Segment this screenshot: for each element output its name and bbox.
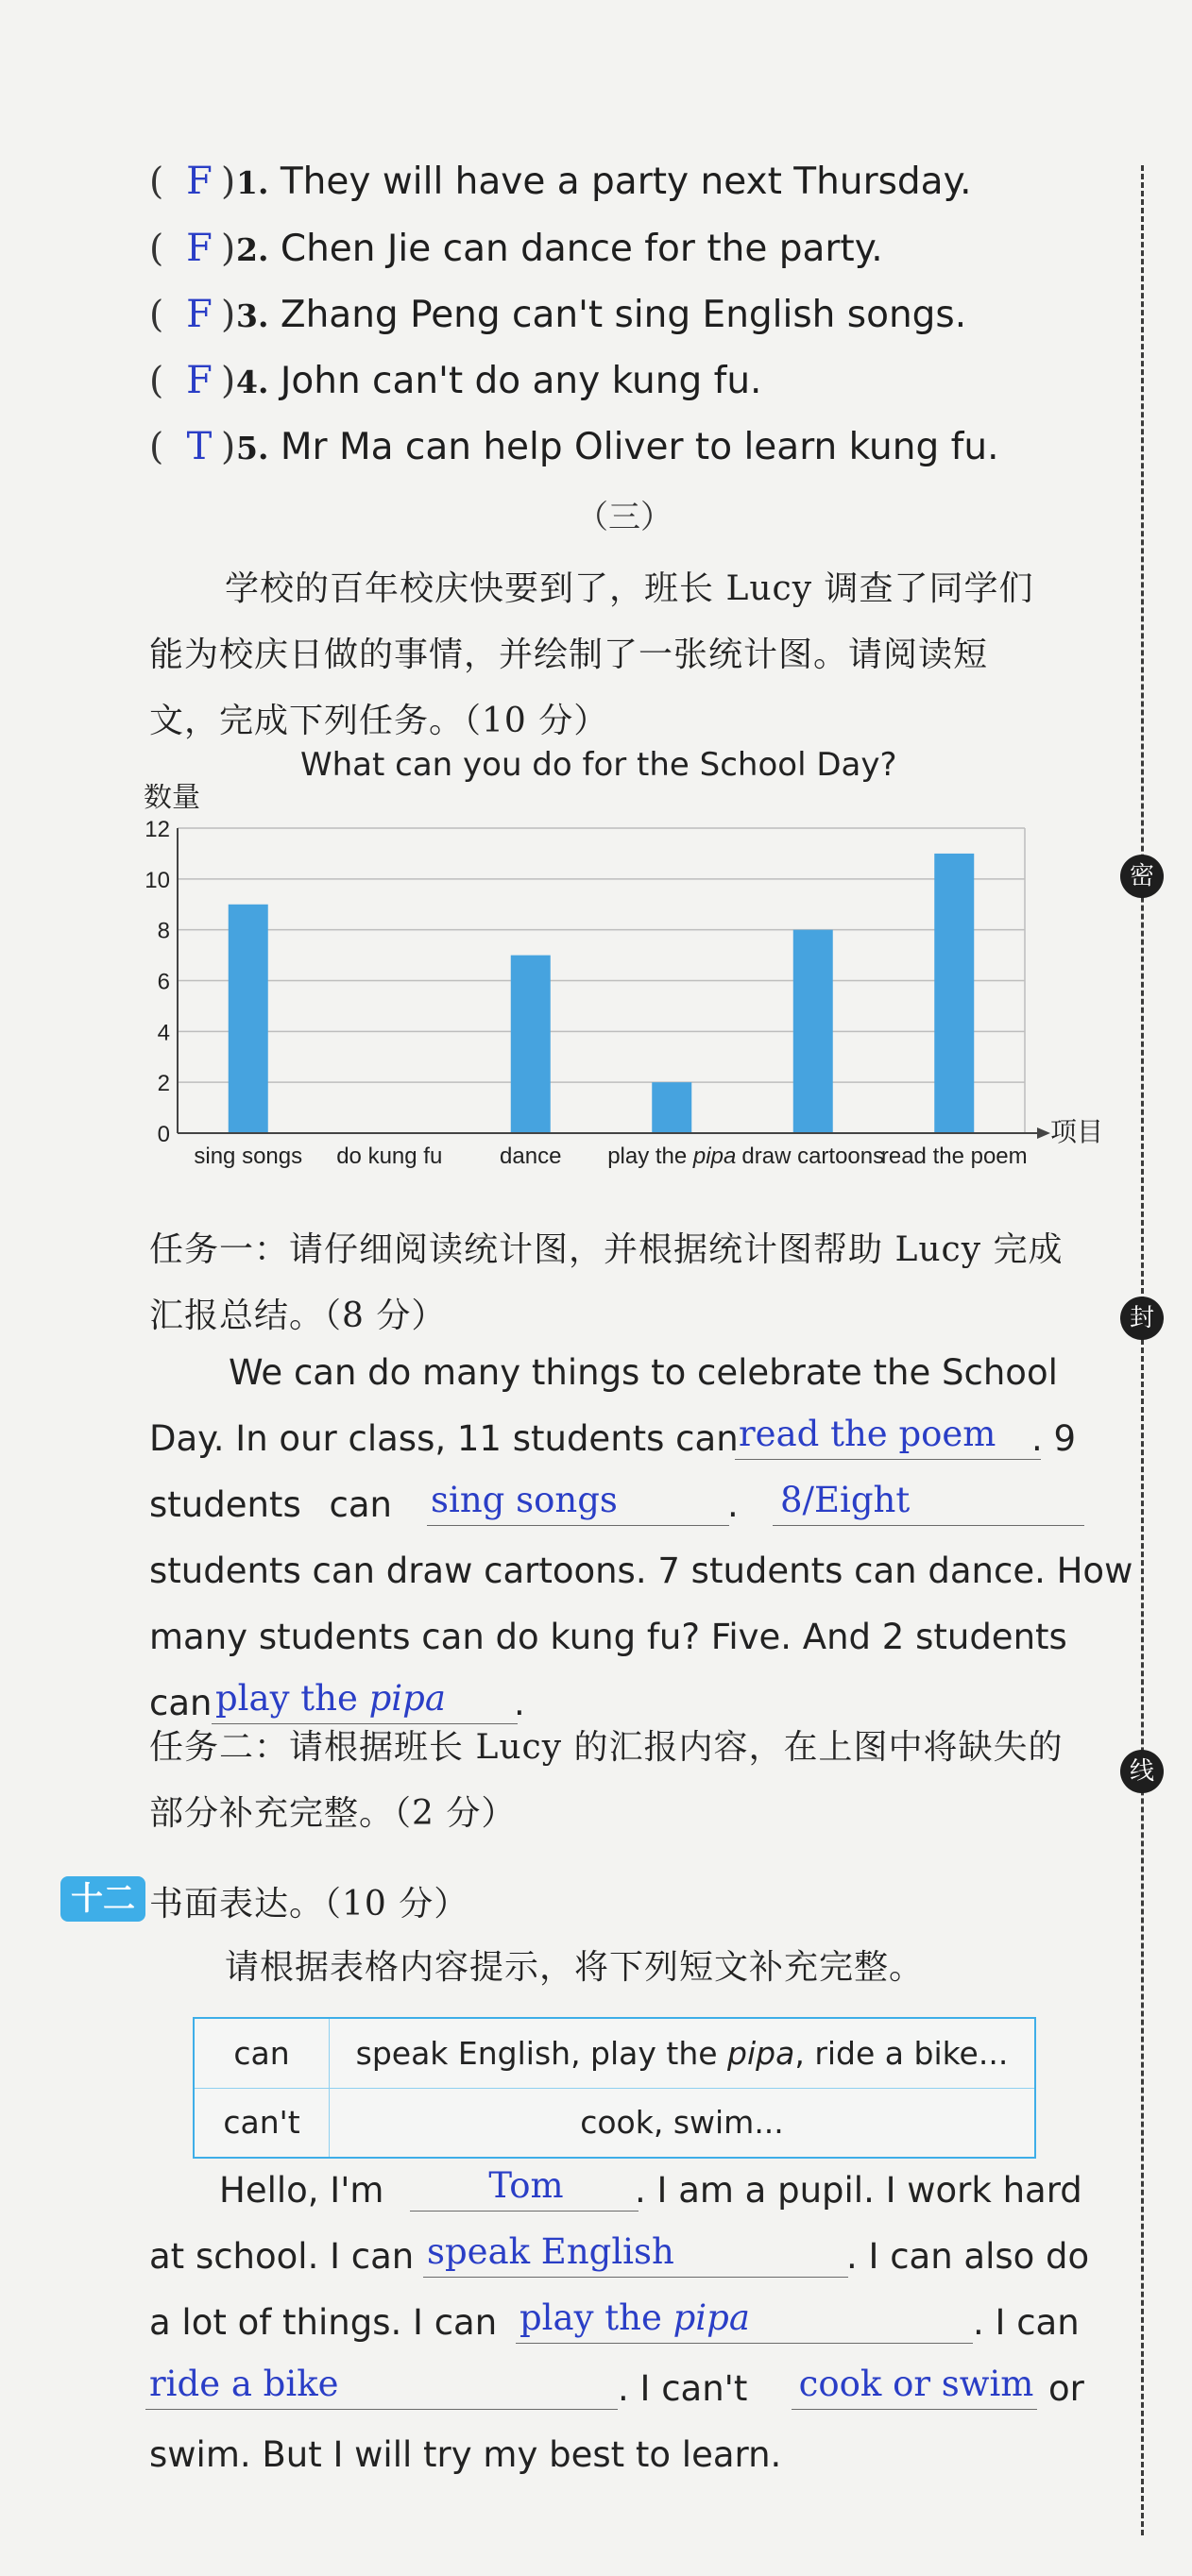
x-tick-label: sing songs <box>194 1144 303 1169</box>
bar-read-the-poem <box>934 854 974 1133</box>
section-3-intro-1: 学校的百年校庆快要到了，班长 Lucy 调查了同学们 <box>225 569 1034 608</box>
blank-1[interactable]: read the poem <box>735 1414 1041 1460</box>
chart-title: What can you do for the School Day? <box>300 746 897 784</box>
x-axis-label: 项目 <box>1050 1116 1104 1147</box>
tf-text-5: Mr Ma can help Oliver to learn kung fu. <box>280 426 999 468</box>
tf-text-4: John can't do any kung fu. <box>280 360 762 402</box>
task-1-line-2b: . 9 <box>1031 1418 1077 1459</box>
task-1-heading-1: 任务一：请仔细阅读统计图，并根据统计图帮助 Lucy 完成 <box>149 1230 1064 1269</box>
y-tick-label: 12 <box>145 817 170 842</box>
bar-dance <box>511 956 551 1133</box>
tf-item-3: ( F )3. Zhang Peng can't sing English songs. <box>149 286 966 343</box>
section-3-label: （三） <box>576 499 673 536</box>
tf-text-3: Zhang Peng can't sing English songs. <box>280 294 967 336</box>
tf-answer-4[interactable]: F <box>186 359 213 402</box>
y-axis-label: 数量 <box>144 784 200 814</box>
tf-item-4: ( F )4. John can't do any kung fu. <box>149 352 761 409</box>
section-12-badge: 十二 <box>60 1876 145 1922</box>
bar-play-the-pipa <box>652 1082 691 1133</box>
writing-line-4a: . I can't <box>618 2368 748 2409</box>
hint-table <box>193 2017 1036 2159</box>
cut-line <box>1141 165 1144 2535</box>
blank-3[interactable]: 8/Eight <box>773 1480 1084 1526</box>
writing-blank-4[interactable]: ride a bike <box>145 2364 618 2410</box>
y-tick-label: 8 <box>157 918 170 944</box>
bar-chart-svg <box>132 784 1115 1190</box>
tf-item-2: ( F )2. Chen Jie can dance for the party. <box>149 220 883 277</box>
writing-line-2a: at school. I can <box>149 2236 415 2277</box>
hint-value-cant: cook, swim... <box>330 2088 1036 2158</box>
hint-value-can: speak English, play the pipa, ride a bike... <box>330 2018 1036 2088</box>
tf-answer-5[interactable]: T <box>186 425 213 468</box>
x-tick-label: play the pipa <box>607 1144 737 1169</box>
bar-draw-cartoons <box>793 930 833 1133</box>
task-1-line-3a: students can <box>149 1484 392 1525</box>
bar-chart <box>132 784 1115 1194</box>
tf-answer-2[interactable]: F <box>186 227 213 270</box>
task-1-line-3b: . <box>727 1484 739 1525</box>
seal-mark-mi: 密 <box>1120 855 1164 898</box>
task-2-line-2: 部分补充完整。（2 分） <box>149 1794 517 1833</box>
writing-line-3a: a lot of things. I can <box>149 2302 498 2343</box>
y-tick-label: 6 <box>157 969 170 995</box>
tf-answer-3[interactable]: F <box>186 293 213 336</box>
task-1-line-2a: Day. In our class, 11 students can <box>149 1418 739 1459</box>
writing-blank-1[interactable]: Tom <box>410 2165 639 2212</box>
section-3-intro-2: 能为校庆日做的事情，并绘制了一张统计图。请阅读短 <box>149 636 989 674</box>
tf-text-1: They will have a party next Thursday. <box>280 161 972 203</box>
writing-line-2b: . I can also do <box>846 2236 1090 2277</box>
writing-line-1b: . I am a pupil. I work hard <box>635 2170 1082 2211</box>
blank-4[interactable]: play the pipa <box>212 1678 518 1724</box>
task-2-line-1: 任务二：请根据班长 Lucy 的汇报内容，在上图中将缺失的 <box>149 1728 1064 1767</box>
section-12-instruction: 请根据表格内容提示，将下列短文补充完整。 <box>225 1948 925 1987</box>
task-1-line-5: many students can do kung fu? Five. And 2 students <box>149 1617 1067 1657</box>
bar-sing-songs <box>229 905 268 1133</box>
writing-line-3b: . I can <box>973 2302 1080 2343</box>
hint-key-can: can <box>194 2018 330 2088</box>
y-tick-label: 10 <box>145 867 170 893</box>
task-1-line-6a: can <box>149 1683 213 1723</box>
tf-answer-1[interactable]: F <box>186 160 213 203</box>
tf-item-1: ( F )1. They will have a party next Thursday. <box>149 153 972 210</box>
y-tick-label: 2 <box>157 1071 170 1097</box>
section-3-intro-3: 文，完成下列任务。（10 分） <box>149 702 609 740</box>
writing-line-5: swim. But I will try my best to learn. <box>149 2434 782 2475</box>
writing-blank-5[interactable]: cook or swim <box>792 2364 1037 2410</box>
hint-row-cant <box>194 2088 1035 2158</box>
tf-item-5: ( T )5. Mr Ma can help Oliver to learn kung fu. <box>149 418 998 475</box>
x-tick-label: do kung fu <box>336 1144 443 1169</box>
x-axis-arrow <box>1037 1127 1050 1139</box>
task-1-line-6b: . <box>514 1683 525 1723</box>
writing-blank-3[interactable]: play the pipa <box>516 2297 973 2344</box>
section-12-title: 书面表达。（10 分） <box>149 1885 469 1924</box>
hint-key-cant: can't <box>194 2088 330 2158</box>
task-1-line-4: students can draw cartoons. 7 students can dance. How <box>149 1551 1133 1591</box>
tf-text-2: Chen Jie can dance for the party. <box>280 228 883 270</box>
task-1-heading-2: 汇报总结。（8 分） <box>149 1296 447 1335</box>
writing-line-4b: or <box>1048 2368 1084 2409</box>
blank-2[interactable]: sing songs <box>427 1480 729 1526</box>
writing-line-1a: Hello, I'm <box>219 2170 384 2211</box>
hint-row-can <box>194 2018 1035 2088</box>
x-tick-label: draw cartoons <box>741 1144 885 1169</box>
x-tick-label: dance <box>500 1144 562 1169</box>
seal-mark-xian: 线 <box>1120 1750 1164 1793</box>
x-tick-label: read the poem <box>880 1144 1028 1169</box>
y-tick-label: 4 <box>157 1020 170 1046</box>
seal-mark-feng: 封 <box>1120 1296 1164 1340</box>
y-tick-label: 0 <box>157 1122 170 1147</box>
task-1-line-1: We can do many things to celebrate the School <box>229 1352 1058 1393</box>
writing-blank-2[interactable]: speak English <box>423 2231 848 2278</box>
